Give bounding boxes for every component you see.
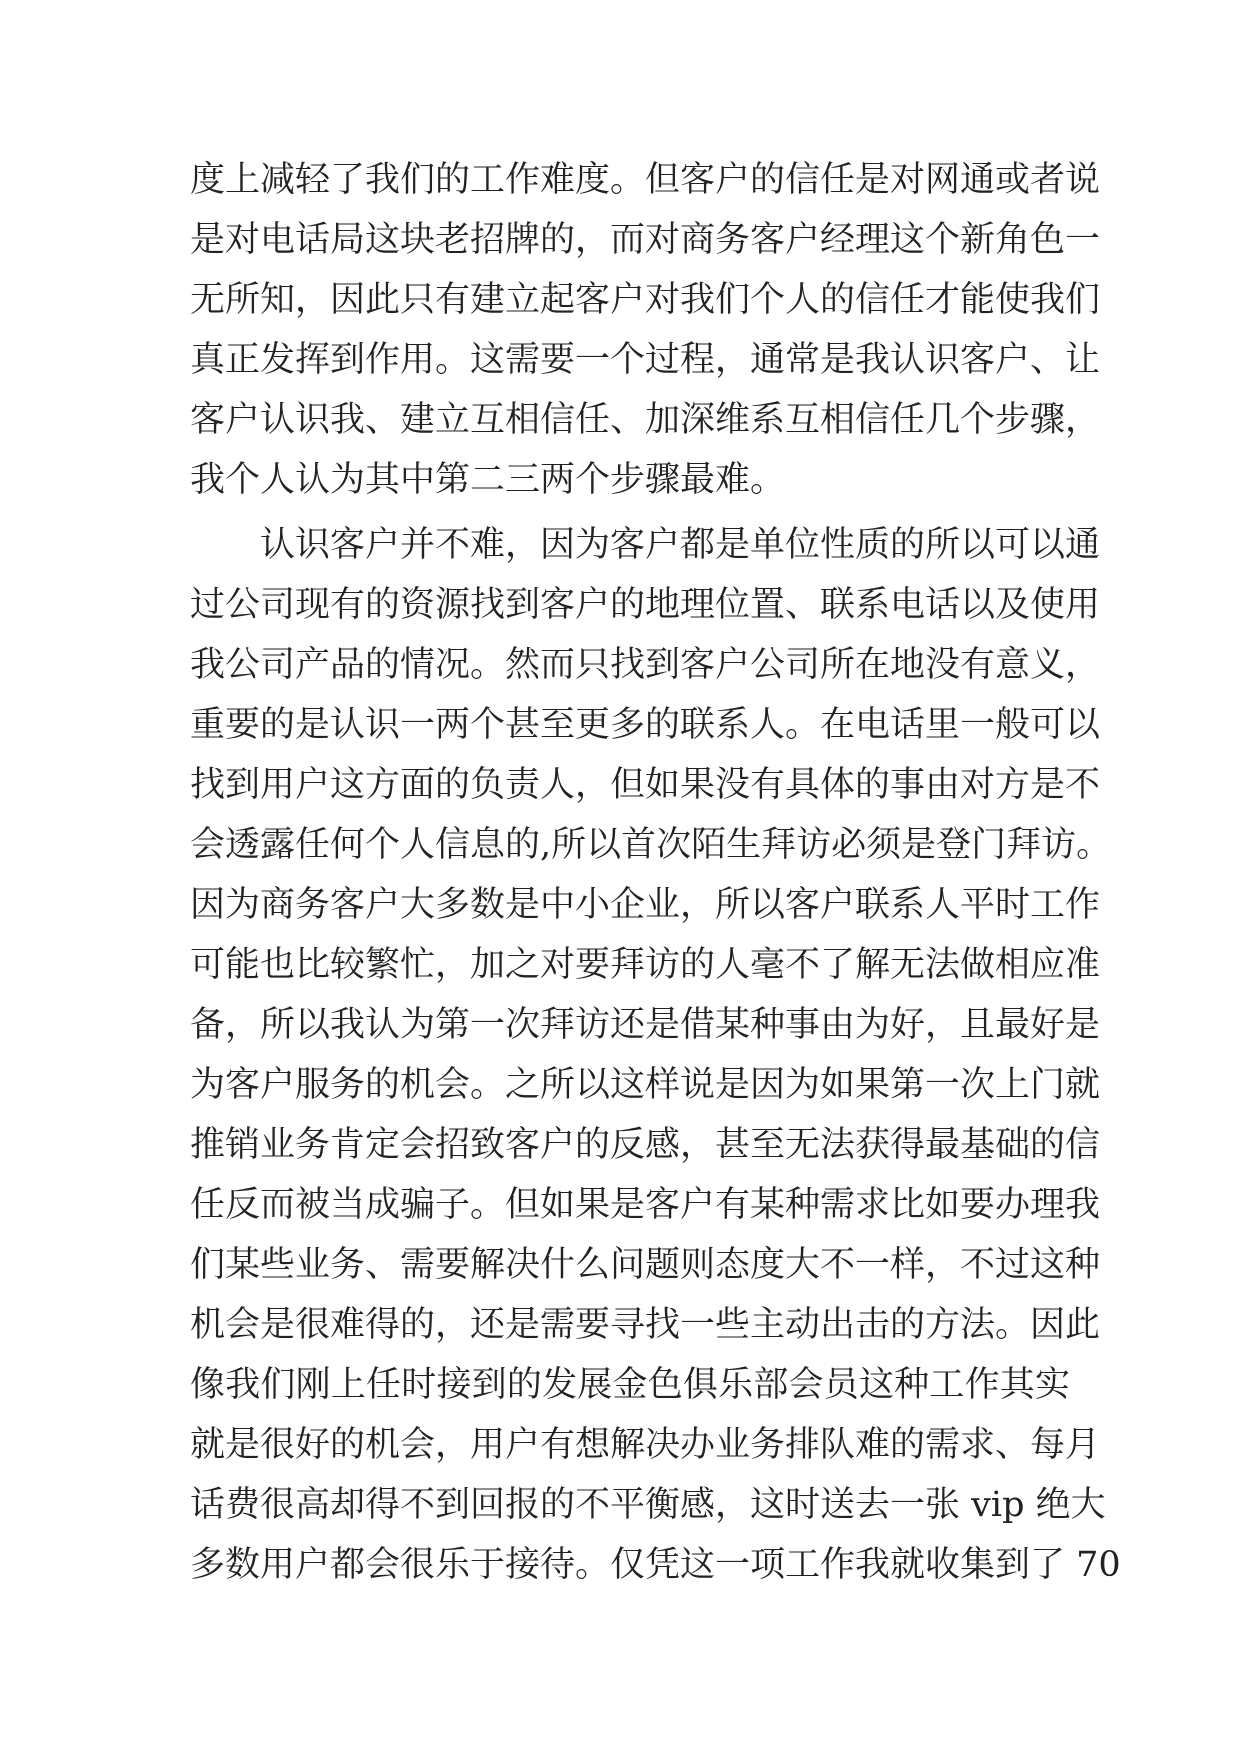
text-line: 重要的是认识一两个甚至更多的联系人。在电话里一般可以	[190, 705, 1101, 745]
text-line: 可能也比较繁忙，加之对要拜访的人毫不了解无法做相应准	[190, 945, 1101, 985]
text-line: 为客户服务的机会。之所以这样说是因为如果第一次上门就	[190, 1065, 1101, 1105]
paragraph-2	[190, 515, 1121, 1595]
text-line: 我公司产品的情况。然而只找到客户公司所在地没有意义，	[190, 645, 1101, 685]
text-line: 找到用户这方面的负责人，但如果没有具体的事由对方是不	[190, 765, 1101, 805]
text-line: 真正发挥到作用。这需要一个过程，通常是我认识客户、让	[190, 340, 1101, 380]
text-line: 度上减轻了我们的工作难度。但客户的信任是对网通或者说	[190, 160, 1101, 200]
text-line: 会透露任何个人信息的,所以首次陌生拜访必须是登门拜访。	[190, 825, 1112, 865]
body-text	[190, 150, 1121, 1595]
text-line: 机会是很难得的，还是需要寻找一些主动出击的方法。因此	[190, 1305, 1101, 1345]
text-line: 客户认识我、建立互相信任、加深维系互相信任几个步骤，	[190, 400, 1101, 440]
text-line: 认识客户并不难，因为客户都是单位性质的所以可以通	[260, 525, 1101, 565]
text-line: 像我们刚上任时接到的发展金色俱乐部会员这种工作其实	[190, 1365, 1070, 1405]
text-line: 因为商务客户大多数是中小企业，所以客户联系人平时工作	[190, 885, 1101, 925]
text-line: 多数用户都会很乐于接待。仅凭这一项工作我就收集到了 70	[190, 1545, 1121, 1585]
text-line: 推销业务肯定会招致客户的反感，甚至无法获得最基础的信	[190, 1125, 1101, 1165]
text-line: 过公司现有的资源找到客户的地理位置、联系电话以及使用	[190, 585, 1101, 625]
text-line: 们某些业务、需要解决什么问题则态度大不一样，不过这种	[190, 1245, 1101, 1285]
text-line: 是对电话局这块老招牌的，而对商务客户经理这个新角色一	[190, 220, 1101, 260]
text-line: 就是很好的机会，用户有想解决办业务排队难的需求、每月	[190, 1425, 1101, 1465]
text-line: 任反而被当成骗子。但如果是客户有某种需求比如要办理我	[190, 1185, 1101, 1225]
text-line: 我个人认为其中第二三两个步骤最难。	[190, 460, 786, 500]
text-line: 无所知，因此只有建立起客户对我们个人的信任才能使我们	[190, 280, 1101, 320]
paragraph-1	[190, 150, 1101, 510]
text-line: 备，所以我认为第一次拜访还是借某种事由为好，且最好是	[190, 1005, 1101, 1045]
text-line: 话费很高却得不到回报的不平衡感，这时送去一张 vip 绝大	[190, 1485, 1106, 1525]
